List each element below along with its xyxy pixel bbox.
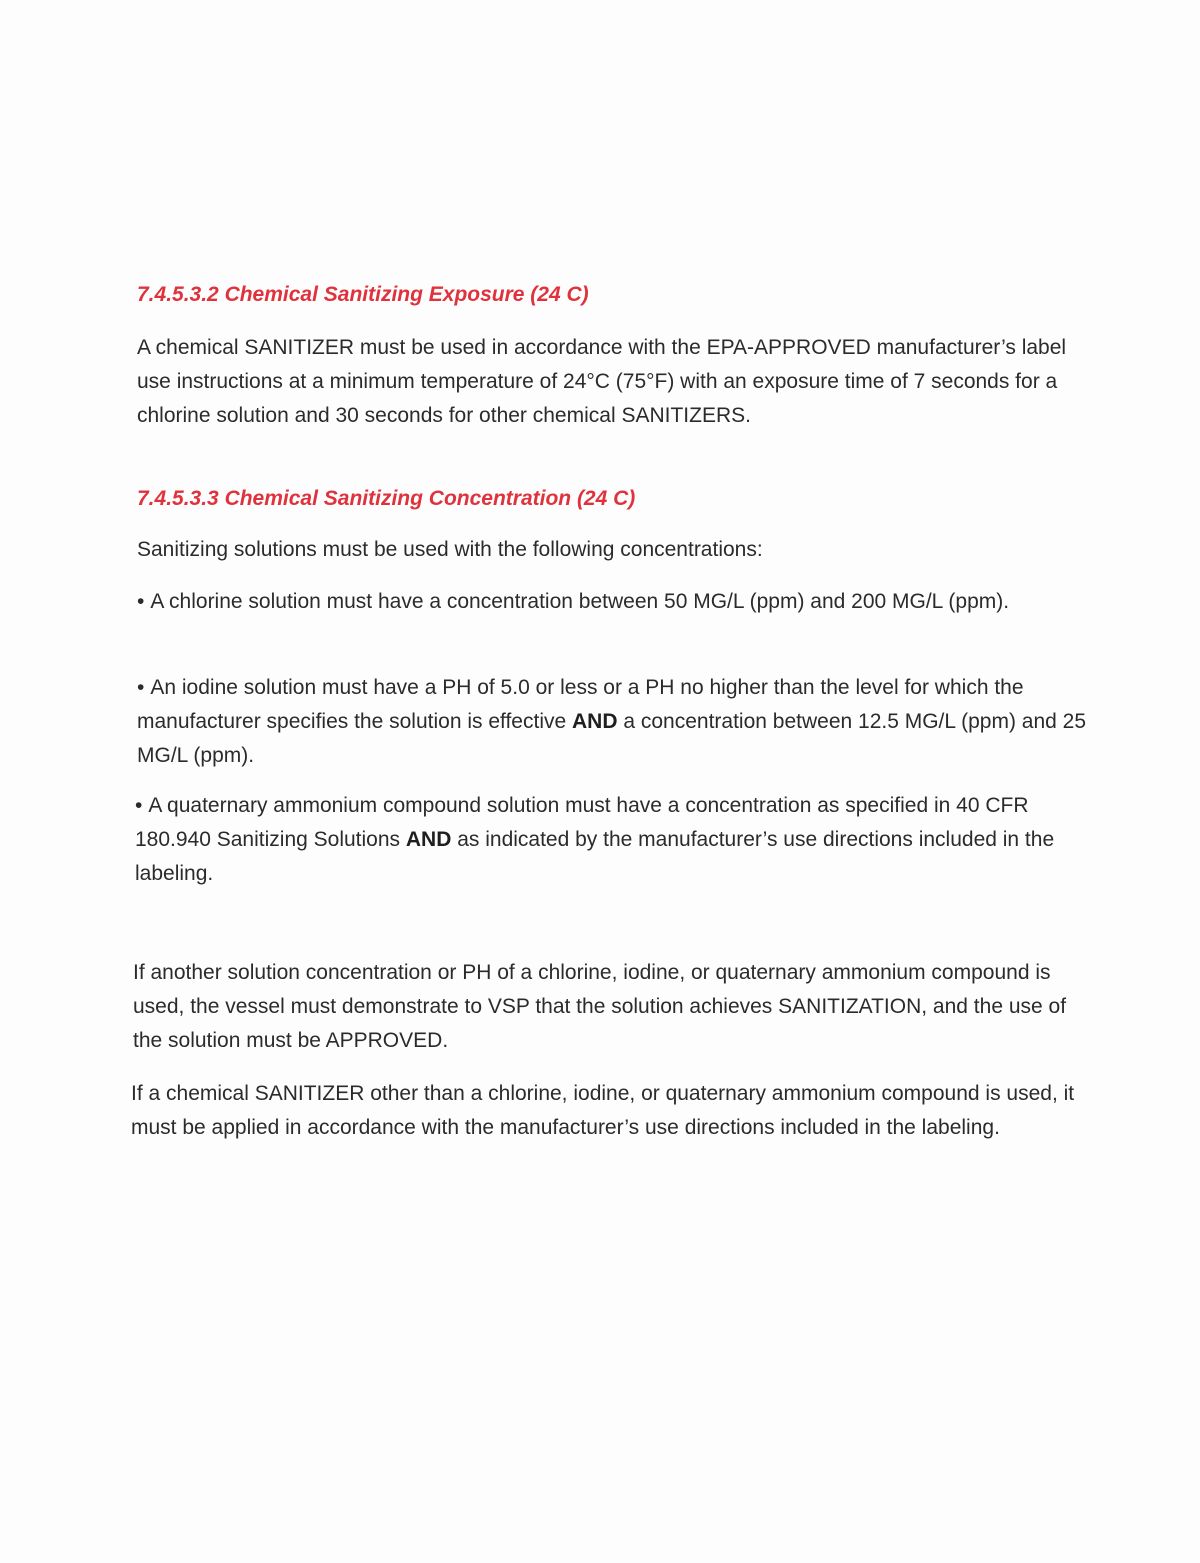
closing-paragraph-other-sanitizer: If a chemical SANITIZER other than a chlorine, iodine, or quaternary ammonium compound is used, it must be applied in accordance with the manufacturer’s use directions included in the labeling. xyxy=(131,1082,1075,1139)
section-heading-concentration: 7.4.5.3.3 Chemical Sanitizing Concentration (24 C) xyxy=(137,487,636,510)
closing-paragraph-other-concentration: If another solution concentration or PH of a chlorine, iodine, or quaternary ammonium compound is used, the vessel must demonstrate to VSP that the solution achieves SANITIZATION, and the use of the solution must be APPROVED. xyxy=(133,961,1067,1052)
concentration-intro: Sanitizing solutions must be used with the following concentrations: xyxy=(137,538,763,561)
bullet-quaternary xyxy=(135,789,1085,891)
bullet-quaternary-text-a: A quaternary ammonium compound solution must have a concentration as specified in 40 CFR 180.940 Sanitizing Solutions xyxy=(135,794,1029,851)
bullet-quaternary-and: AND xyxy=(405,828,452,851)
exposure-paragraph: A chemical SANITIZER must be used in accordance with the EPA-APPROVED manufacturer’s label use instructions at a minimum temperature of 24°C (75°F) with an exposure time of 7 seconds for a chlorine solution and 30 seconds for other chemical SANITIZERS. xyxy=(137,336,1067,427)
bullet-chlorine xyxy=(137,585,1087,619)
bullet-chlorine-text: A chlorine solution must have a concentration between 50 MG/L (ppm) and 200 MG/L (ppm). xyxy=(150,590,1010,613)
bullet-iodine-text-a: An iodine solution must have a PH of 5.0 or less or a PH no higher than the level for which the manufacturer specifies the solution is effective xyxy=(137,676,1024,733)
section-heading-exposure: 7.4.5.3.2 Chemical Sanitizing Exposure (24 C) xyxy=(137,283,589,306)
bullet-iodine-and: AND xyxy=(572,710,618,733)
bullet-marker: • xyxy=(137,590,145,613)
bullet-marker: • xyxy=(135,794,143,817)
bullet-iodine-text-b: a concentration between 12.5 MG/L (ppm) and 25 MG/L (ppm). xyxy=(137,710,1087,767)
bullet-iodine xyxy=(137,671,1087,773)
bullet-quaternary-text-b: as indicated by the manufacturer’s use directions included in the labeling. xyxy=(135,828,1055,885)
bullet-marker: • xyxy=(137,676,145,699)
